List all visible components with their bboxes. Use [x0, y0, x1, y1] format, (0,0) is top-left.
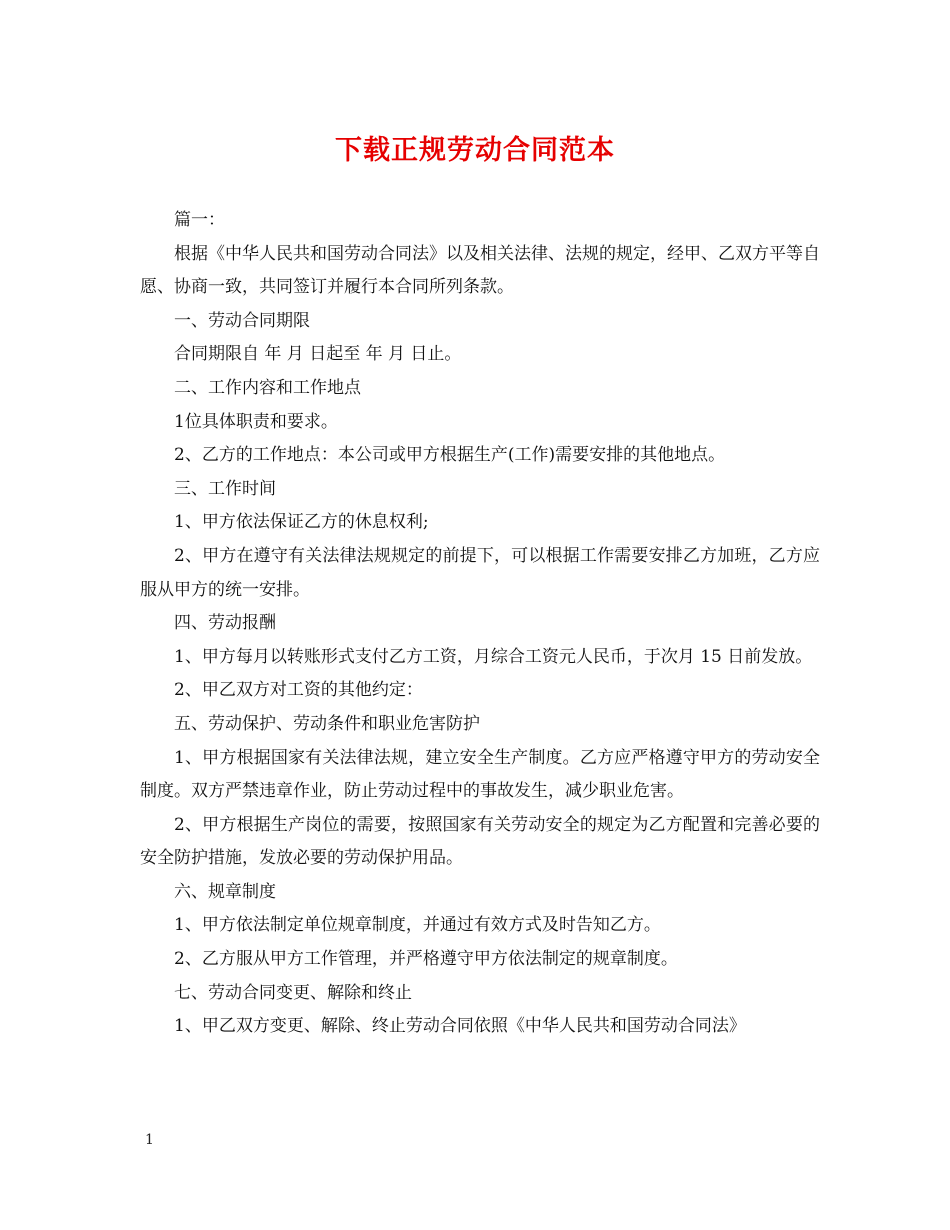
paragraph-2: 一、劳动合同期限 [174, 310, 310, 331]
paragraph-7: 三、工作时间 [174, 478, 276, 499]
paragraph-0: 篇一： [174, 210, 225, 230]
paragraph-5: 1位具体职责和要求。 [174, 411, 338, 432]
paragraph-11: 1、甲方每月以转账形式支付乙方工资，月综合工资元人民币，于次月 15 日前发放。 [174, 646, 813, 667]
paragraph-17: 1、甲方依法制定单位规章制度，并通过有效方式及时告知乙方。 [174, 915, 661, 936]
paragraph-16: 六、规章制度 [174, 881, 276, 902]
paragraph-10: 四、劳动报酬 [174, 613, 276, 634]
document-title: 下载正规劳动合同范本 [335, 135, 615, 166]
paragraph-6: 2、乙方的工作地点：本公司或甲方根据生产(工作)需要安排的其他地点。 [174, 445, 726, 466]
paragraph-15: 2、甲方根据生产岗位的需要，按照国家有关劳动安全的规定为乙方配置和完善必要的安全防护措施，发放必要的劳动保护用品。 [140, 814, 820, 869]
document-body [140, 204, 820, 1044]
page-number: 1 [145, 1132, 154, 1148]
paragraph-13: 五、劳动保护、劳动条件和职业危害防护 [174, 713, 480, 734]
paragraph-1: 根据《中华人民共和国劳动合同法》以及相关法律、法规的规定，经甲、乙双方平等自愿、协商一致，共同签订并履行本合同所列条款。 [140, 243, 820, 298]
paragraph-3: 合同期限自 年 月 日起至 年 月 日止。 [174, 344, 462, 365]
paragraph-18: 2、乙方服从甲方工作管理，并严格遵守甲方依法制定的规章制度。 [174, 949, 678, 970]
paragraph-9: 2、甲方在遵守有关法律法规规定的前提下，可以根据工作需要安排乙方加班，乙方应服从甲方的统一安排。 [140, 545, 820, 600]
paragraph-8: 1、甲方依法保证乙方的休息权利; [174, 512, 429, 533]
paragraph-19: 七、劳动合同变更、解除和终止 [174, 982, 412, 1003]
paragraph-20: 1、甲乙双方变更、解除、终止劳动合同依照《中华人民共和国劳动合同法》 [174, 1016, 746, 1037]
paragraph-4: 二、工作内容和工作地点 [174, 377, 361, 398]
paragraph-14: 1、甲方根据国家有关法律法规，建立安全生产制度。乙方应严格遵守甲方的劳动安全制度。双方严禁违章作业，防止劳动过程中的事故发生，减少职业危害。 [140, 747, 820, 802]
paragraph-12: 2、甲乙双方对工资的其他约定： [174, 680, 423, 701]
